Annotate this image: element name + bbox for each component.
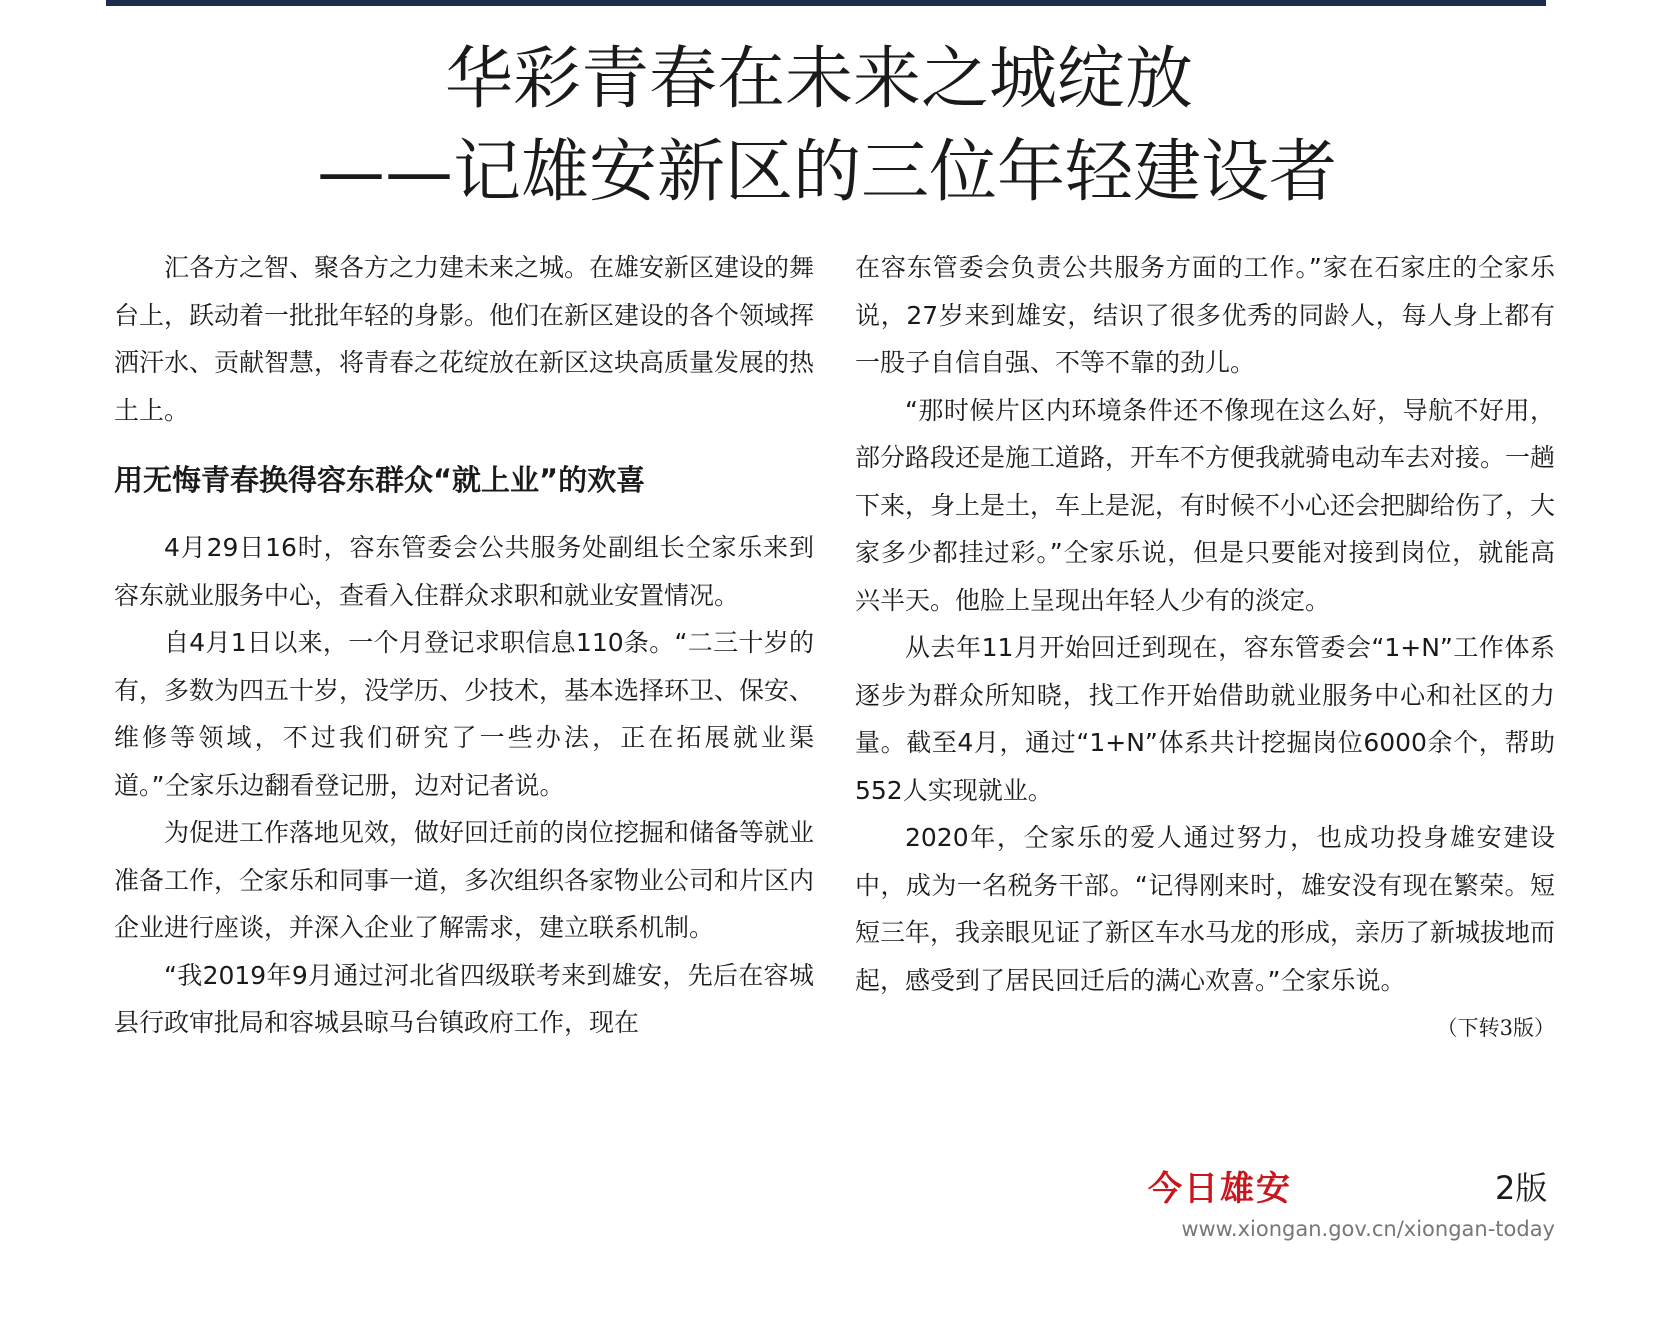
body-paragraph-7: 2020年，仝家乐的爱人通过努力，也成功投身雄安建设中，成为一名税务干部。“记得刚来时，雄安没有现在繁荣。短短三年，我亲眼见证了新区车水马龙的形成，亲历了新城拔地而起，感受到了居民回迁后的满心欢喜。”仝家乐说。 [855, 823, 1556, 995]
section-heading: 用无悔青春换得容东群众“就上业”的欢喜 [114, 463, 646, 497]
body-paragraph-2: 自4月1日以来，一个月登记求职信息110条。“二三十岁的有，多数为四五十岁，没学历、少技术，基本选择环卫、保安、维修等领域，不过我们研究了一些办法，正在拓展就业渠道。”仝家乐边翻看登记册，边对记者说。 [114, 628, 815, 800]
body-paragraph-5: “那时候片区内环境条件还不像现在这么好，导航不好用，部分路段还是施工道路，开车不方便我就骑电动车去对接。一趟下来，身上是土，车上是泥，有时候不小心还会把脚给伤了，大家多少都挂过彩。”仝家乐说，但是只要能对接到岗位，就能高兴半天。他脸上呈现出年轻人少有的淡定。 [855, 395, 1556, 615]
article-title: 华彩青春在未来之城绽放 [444, 40, 1193, 119]
site-url: www.xiongan.gov.cn/xiongan-today [1181, 1217, 1555, 1241]
continue-note: （下转3版） [1436, 1016, 1555, 1040]
body-paragraph-1: 4月29日16时，容东管委会公共服务处副组长仝家乐来到容东就业服务中心，查看入住群众求职和就业安置情况。 [114, 533, 814, 610]
intro-paragraph: 汇各方之智、聚各方之力建未来之城。在雄安新区建设的舞台上，跃动着一批批年轻的身影。他们在新区建设的各个领域挥洒汗水、贡献智慧，将青春之花绽放在新区这块高质量发展的热土上。 [114, 253, 815, 425]
body-paragraph-6: 从去年11月开始回迁到现在，容东管委会“1+N”工作体系逐步为群众所知晓，找工作开始借助就业服务中心和社区的力量。截至4月，通过“1+N”体系共计挖掘岗位6000余个，帮助552人实现就业。 [855, 633, 1555, 805]
top-rule [106, 0, 1546, 6]
left-column [114, 244, 814, 1047]
right-column [855, 244, 1555, 1046]
body-paragraph-3: 为促进工作落地见效，做好回迁前的岗位挖掘和储备等就业准备工作，仝家乐和同事一道，多次组织各家物业公司和片区内企业进行座谈，并深入企业了解需求，建立联系机制。 [114, 818, 815, 942]
brand-logo: 今日雄安 [1148, 1169, 1292, 1209]
article-subtitle: ——记雄安新区的三位年轻建设者 [316, 133, 1337, 212]
body-paragraph-4-continued: 在容东管委会负责公共服务方面的工作。”家在石家庄的仝家乐说，27岁来到雄安，结识了很多优秀的同龄人，每人身上都有一股子自信自强、不等不靠的劲儿。 [855, 253, 1555, 377]
body-paragraph-4: “我2019年9月通过河北省四级联考来到雄安，先后在容城县行政审批局和容城县晾马台镇政府工作，现在 [114, 960, 814, 1037]
page-number: 2版 [1495, 1169, 1548, 1207]
